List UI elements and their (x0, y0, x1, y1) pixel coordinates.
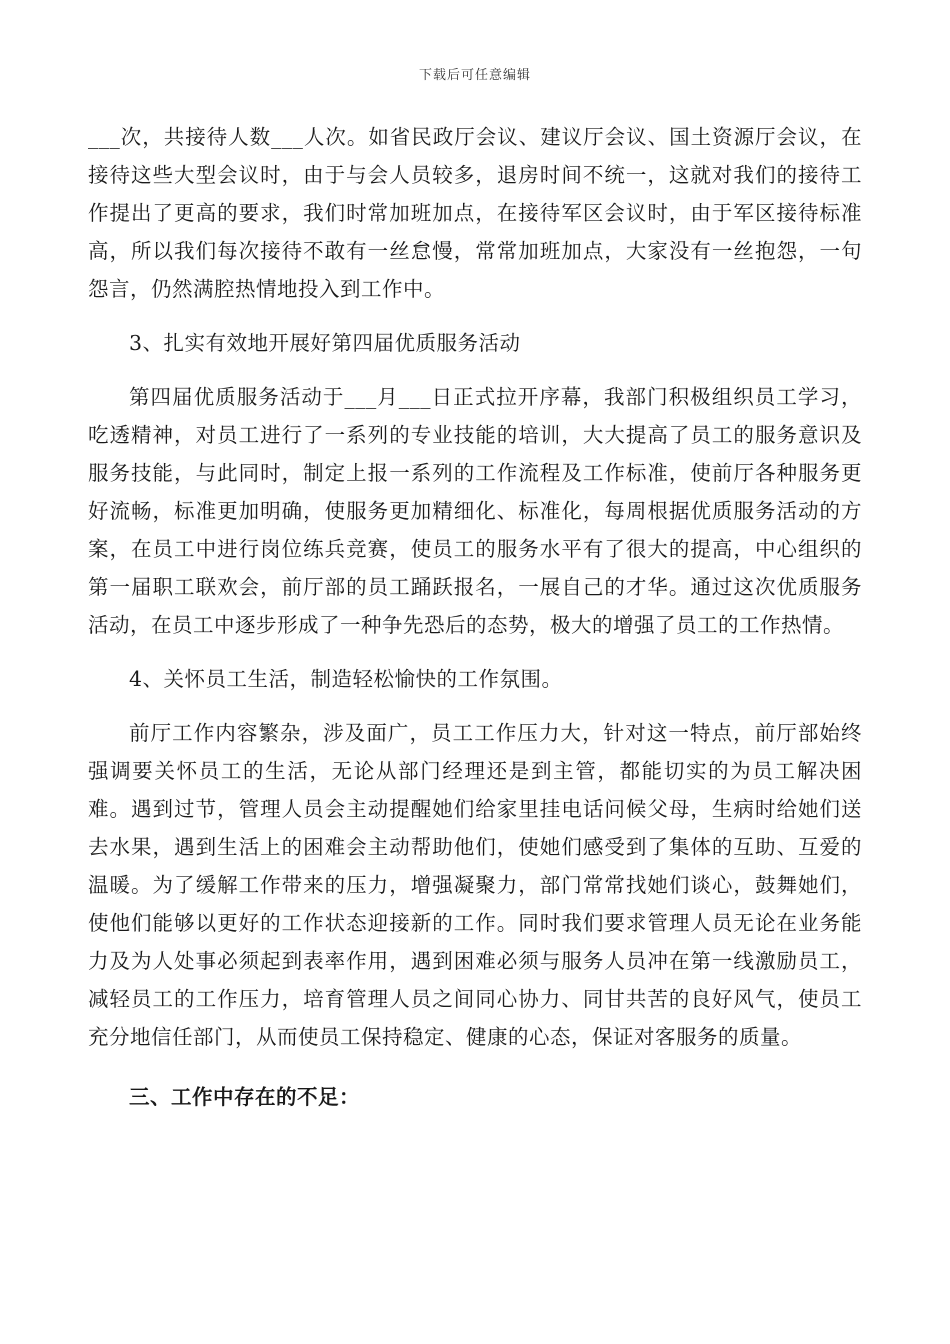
heading-employee-care: 4、关怀员工生活，制造轻松愉快的工作氛围。 (129, 667, 563, 691)
document-body (88, 118, 862, 1116)
paragraph-employee-care: 前厅工作内容繁杂，涉及面广，员工工作压力大，针对这一特点，前厅部始终强调要关怀员工的生活，无论从部门经理还是到主管，都能切实的为员工解决困难。遇到过节，管理人员会主动提醒她们给家里挂电话问候父母，生病时给她们送去水果，遇到生活上的困难会主动帮助他们，使她们感受到了集体的互助、互爱的温暖。为了缓解工作带来的压力，增强凝聚力，部门常常找她们谈心，鼓舞她们，使他们能够以更好的工作状态迎接新的工作。同时我们要求管理人员无论在业务能力及为人处事必须起到表率作用，遇到困难必须与服务人员冲在第一线激励员工，减轻员工的工作压力，培育管理人员之间同心协力、同甘共苦的良好风气，使员工充分地信任部门，从而使员工保持稳定、健康的心态，保证对客服务的质量。 (88, 721, 862, 1049)
heading-service-activity: 3、扎实有效地开展好第四届优质服务活动 (129, 331, 521, 355)
paragraph-service-activity: 第四届优质服务活动于___月___日正式拉开序幕，我部门积极组织员工学习，吃透精神，对员工进行了一系列的专业技能的培训，大大提高了员工的服务意识及服务技能，与此同时，制定上报一系列的工作流程及工作标准，使前厅各种服务更好流畅，标准更加明确，使服务更加精细化、标准化，每周根据优质服务活动的方案，在员工中进行岗位练兵竞赛，使员工的服务水平有了很大的提高，中心组织的第一届职工联欢会，前厅部的员工踊跃报名，一展自己的才华。通过这次优质服务活动，在员工中逐步形成了一种争先恐后的态势，极大的增强了员工的工作热情。 (88, 385, 862, 637)
paragraph-reception: ___次，共接待人数___人次。如省民政厅会议、建议厅会议、国土资源厅会议，在接待这些大型会议时，由于与会人员较多，退房时间不统一，这就对我们的接待工作提出了更高的要求，我们时常加班加点，在接待军区会议时，由于军区接待标准高，所以我们每次接待不敢有一丝怠慢，常常加班加点，大家没有一丝抱怨，一句怨言，仍然满腔热情地投入到工作中。 (88, 125, 862, 301)
section-heading-shortcomings: 三、工作中存在的不足： (129, 1085, 360, 1109)
page-header: 下载后可任意编辑 (418, 68, 531, 83)
